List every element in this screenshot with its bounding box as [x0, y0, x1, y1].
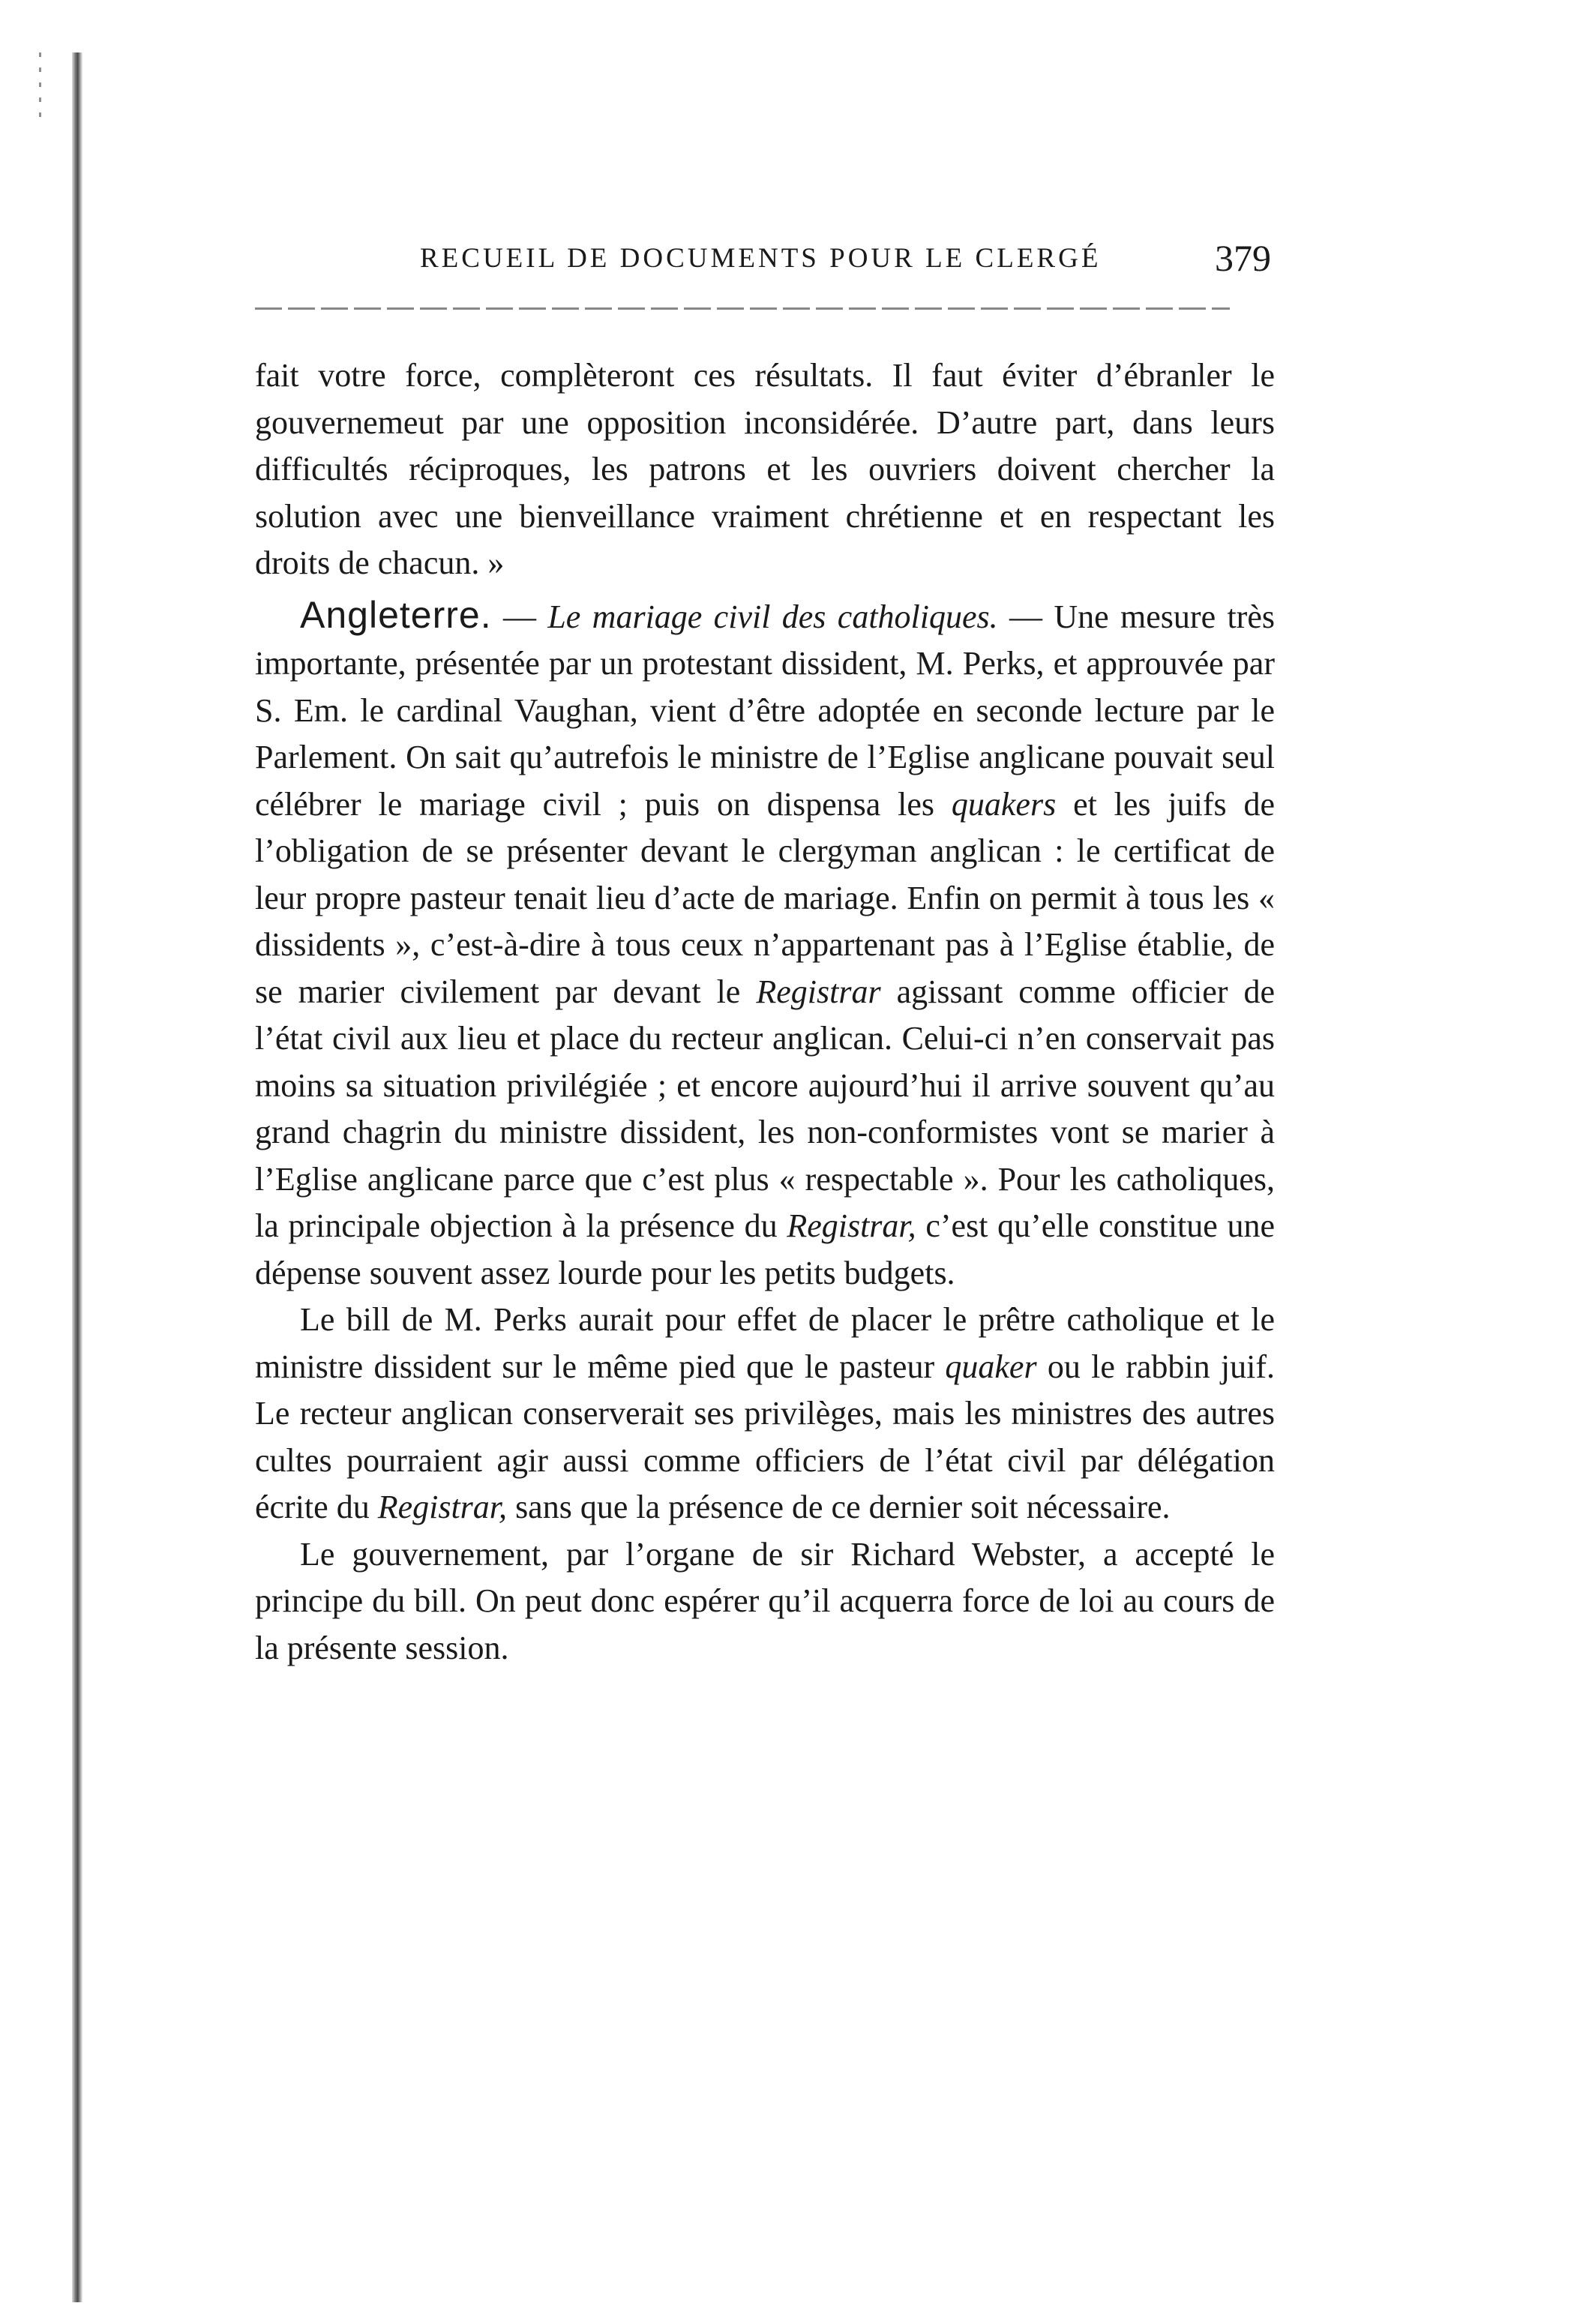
paragraph-2-text-2: et les juifs de l’obligation de se présenter devant le clergyman anglican : le certificat de leur propre pasteur tenait lieu d’acte de mariage. Enfin on permit à tous les « dissidents », c’est-à-dire à tous ceux n’appartenant pas à l’Eglise établie, de se marier civilement par devant le [255, 785, 1275, 1010]
heading-dash: — [491, 598, 548, 635]
page-header [420, 236, 1271, 281]
paragraph-3-text-3: sans que la présence de ce dernier soit nécessaire. [507, 1489, 1171, 1525]
italic-registrar-1: Registrar [756, 973, 881, 1010]
italic-quakers: quakers [951, 785, 1057, 823]
paragraph-2-text-3: agissant comme officier de l’état civil aux lieu et place du recteur anglican. Celui-ci n’en conservait pas moins sa situation privilégiée ; et encore aujourd’hui il arrive souvent qu’au grand chagrin du ministre dissident, les non-conformistes vont se marier à l’Eglise anglicane parce que c’est plus « respectable ». Pour les catholiques, la principale objection à la présence du [255, 973, 1275, 1244]
italic-quaker: quaker [945, 1348, 1037, 1385]
paragraph-3-text-1: Le bill de M. Perks aurait pour effet de placer le prêtre catholique et le ministre dissident sur le même pied que le pasteur [255, 1301, 1275, 1385]
paragraph-4-text: Le gouvernement, par l’organe de sir Richard Webster, a accepté le principe du bill. On peut donc espérer qu’il acquerra force de loi au cours de la présente session. [255, 1535, 1275, 1666]
page-edge-marks [39, 52, 41, 120]
paragraph-3 [255, 1297, 1275, 1531]
paragraph-2-text-4: c’est qu’elle constitue une dépense souvent assez lourde pour les petits budgets. [255, 1207, 1276, 1291]
paragraph-2-text-1: — Une mesure très importante, présentée par un protestant dissident, M. Perks, et approuvée par S. Em. le cardinal Vaughan, vient d’être adoptée en seconde lecture par le Parlement. On sait qu’autrefois le ministre de l’Eglise anglicane pouvait seul célébrer le mariage civil ; puis on dispensa les [255, 598, 1275, 823]
binding-gutter [72, 52, 82, 2302]
italic-registrar-3: Registrar, [377, 1489, 508, 1525]
paragraph-1-text: fait votre force, complèteront ces résultats. Il faut éviter d’ébranler le gouvernemeut par une opposition inconsidérée. D’autre part, dans leurs difficultés réciproques, les patrons et les ouvriers doivent chercher la solution avec une bienveillance vraiment chrétienne et en respectant les droits de chacun. » [255, 357, 1275, 581]
paragraph-4 [255, 1531, 1275, 1672]
header-rule [255, 307, 1230, 310]
paragraph-angleterre [255, 592, 1275, 1297]
paragraph-3-text-2: ou le rabbin juif. Le recteur anglican conserverait ses privilèges, mais les ministres des autres cultes pourraient agir aussi comme officiers de l’état civil par délégation écrite du [255, 1348, 1275, 1525]
section-heading: Angleterre. [300, 593, 492, 636]
paragraph-1 [255, 352, 1275, 587]
running-title: RECUEIL DE DOCUMENTS POUR LE CLERGÉ [420, 243, 1102, 274]
page-number: 379 [1215, 237, 1271, 279]
body-text [255, 352, 1275, 1672]
section-subtitle: Le mariage civil des catholiques. [547, 598, 998, 635]
italic-registrar-2: Registrar, [787, 1207, 916, 1244]
